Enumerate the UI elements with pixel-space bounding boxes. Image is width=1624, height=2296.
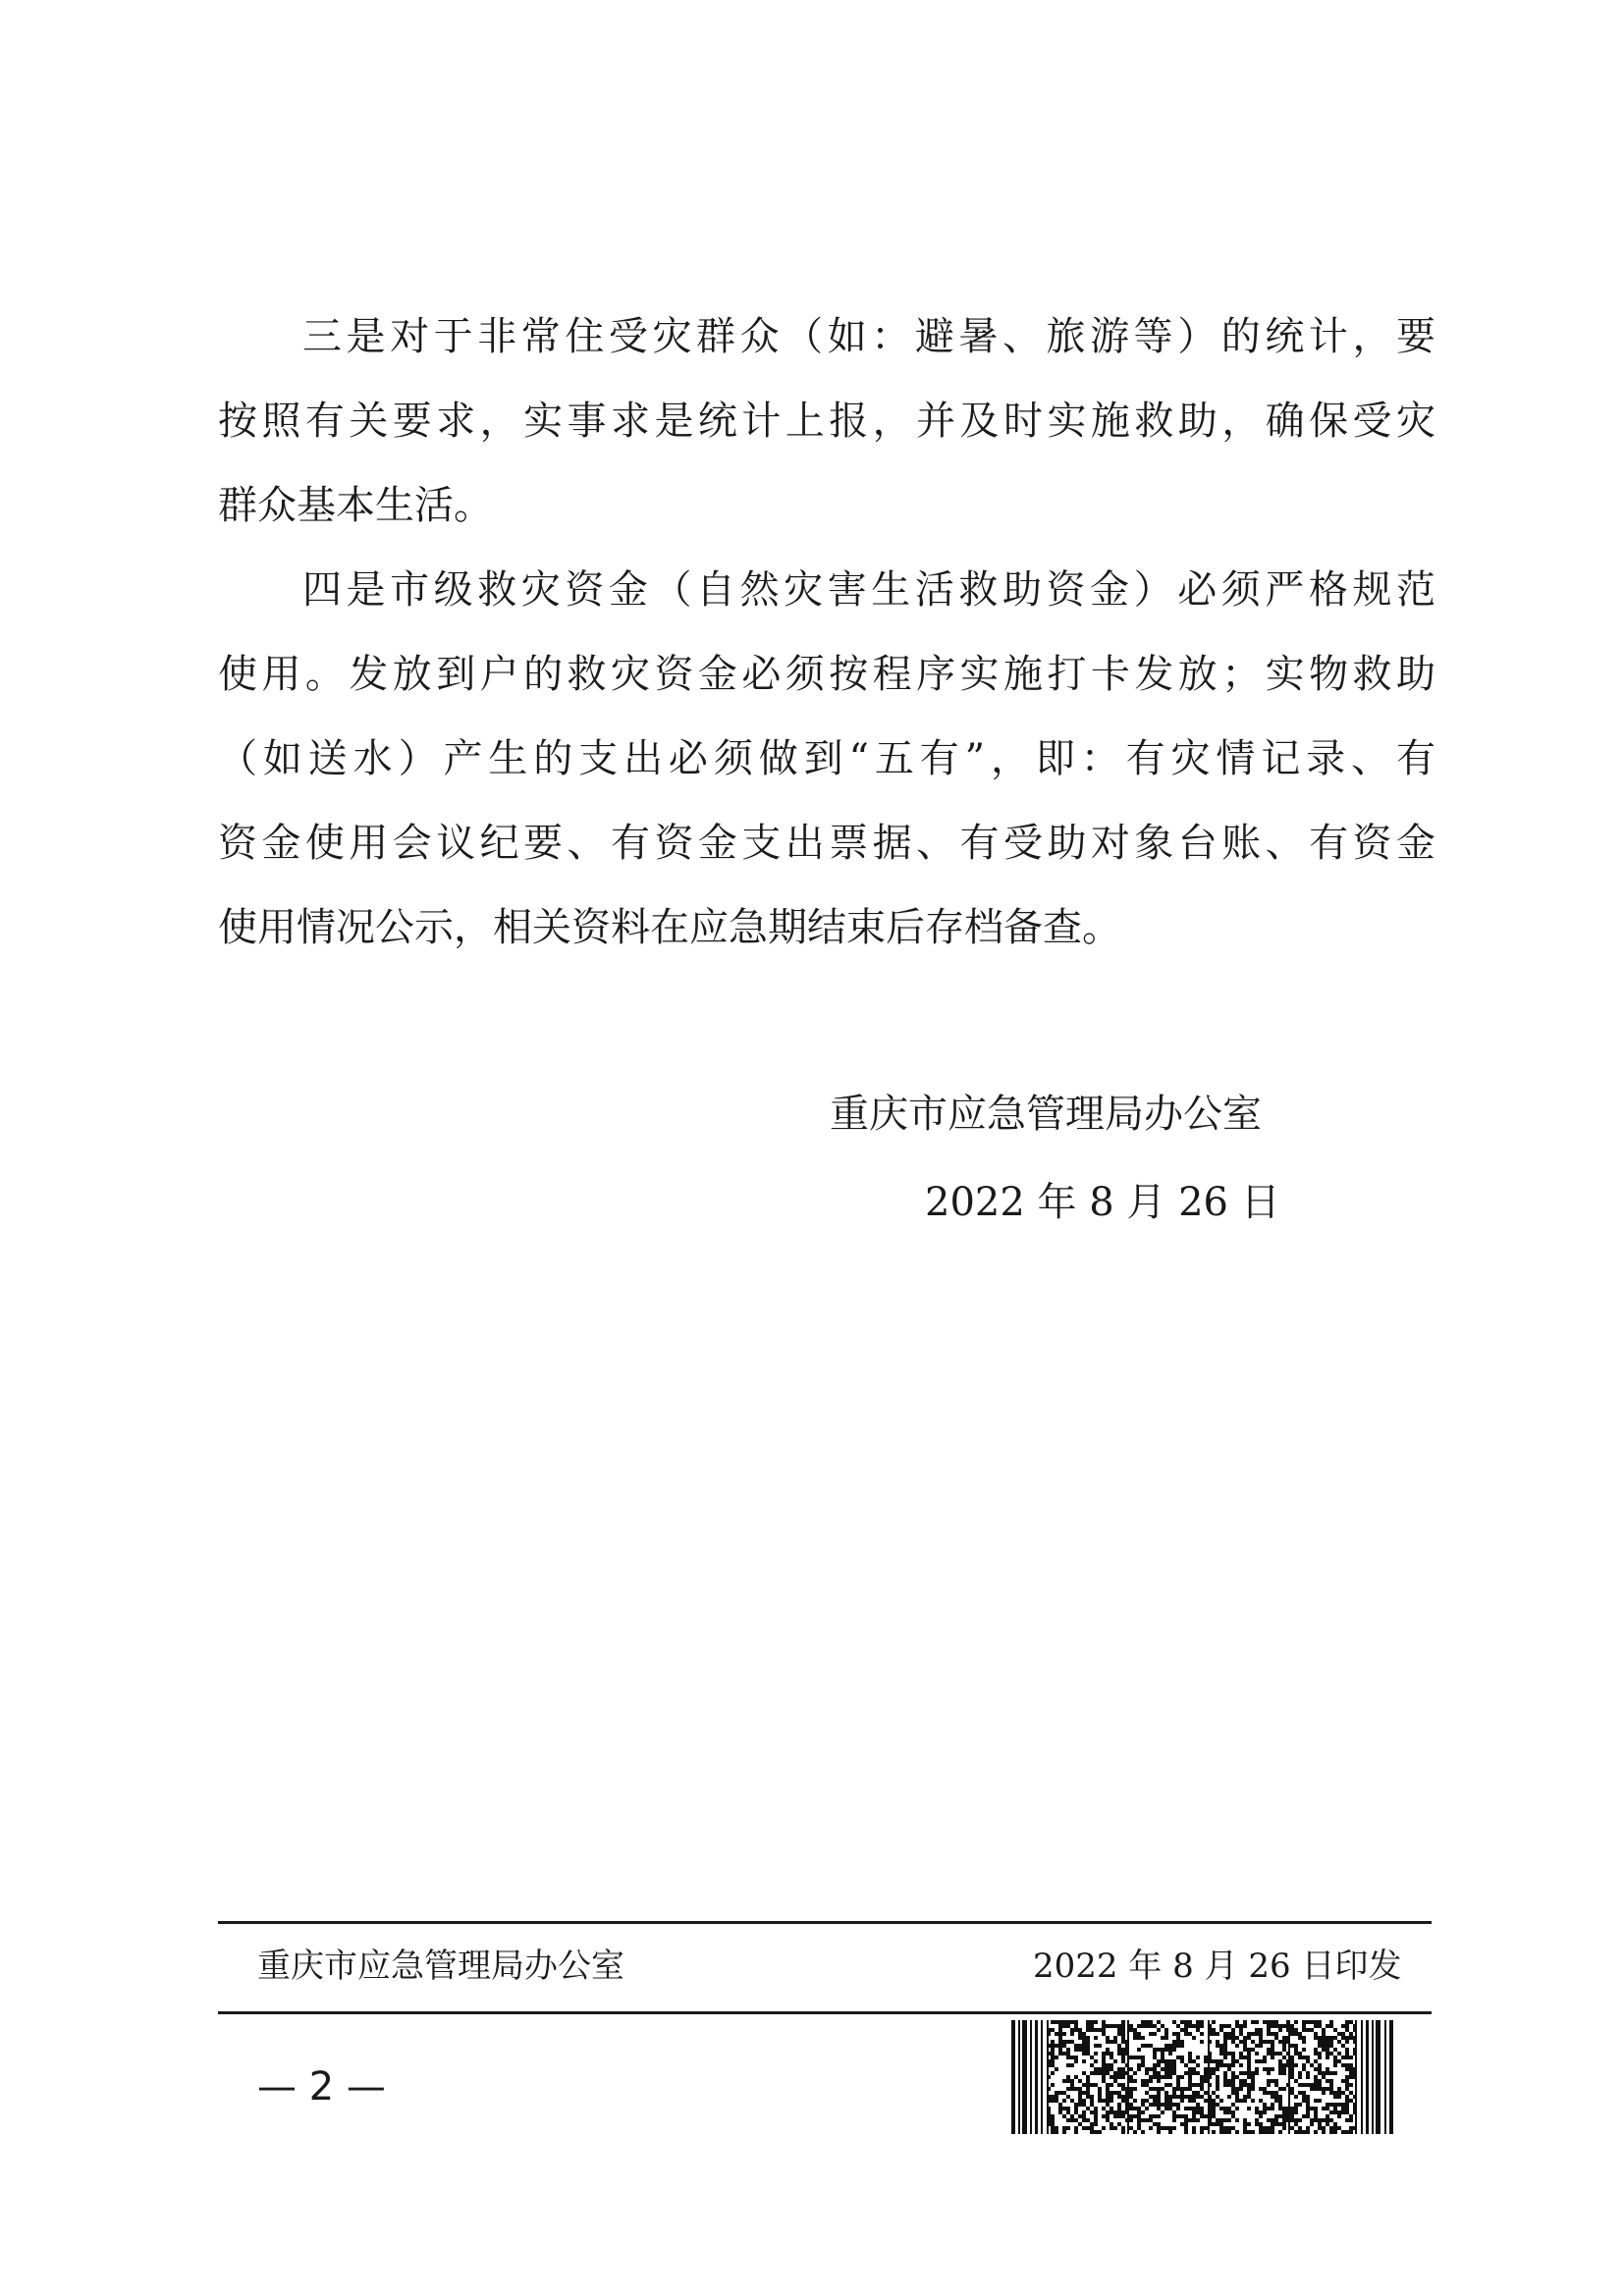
page-number: — 2 — [257, 2064, 386, 2109]
barcode-icon [1011, 2020, 1394, 2134]
footer-issue-date: 2022 年 8 月 26 日印发 [1033, 1947, 1402, 1986]
paragraph-line: 使用。发放到户的救灾资金必须按程序实施打卡发放；实物救助 [218, 652, 1435, 697]
paragraph-3 [218, 294, 1435, 548]
paragraph-line: 按照有关要求，实事求是统计上报，并及时实施救助，确保受灾 [218, 399, 1435, 444]
signature-office: 重庆市应急管理局办公室 [830, 1092, 1262, 1137]
paragraph-line: （如送水）产生的支出必须做到“五有”，即：有灾情记录、有 [218, 736, 1435, 781]
paragraph-line: 资金使用会议纪要、有资金支出票据、有受助对象台账、有资金 [218, 821, 1435, 866]
paragraph-line: 群众基本生活。 [218, 483, 493, 528]
paragraph-line: 使用情况公示，相关资料在应急期结束后存档备查。 [218, 905, 1121, 950]
signature-date: 2022 年 8 月 26 日 [925, 1180, 1280, 1225]
paragraph-line: 三是对于非常住受灾群众（如：避暑、旅游等）的统计，要 [302, 314, 1435, 359]
paragraph-line: 四是市级救灾资金（自然灾害生活救助资金）必须严格规范 [302, 567, 1435, 613]
footer-bottom-rule [218, 2011, 1432, 2014]
footer-office: 重庆市应急管理局办公室 [257, 1947, 624, 1986]
footer-top-rule [218, 1921, 1432, 1924]
document-body [218, 294, 1435, 970]
paragraph-4 [218, 548, 1435, 970]
